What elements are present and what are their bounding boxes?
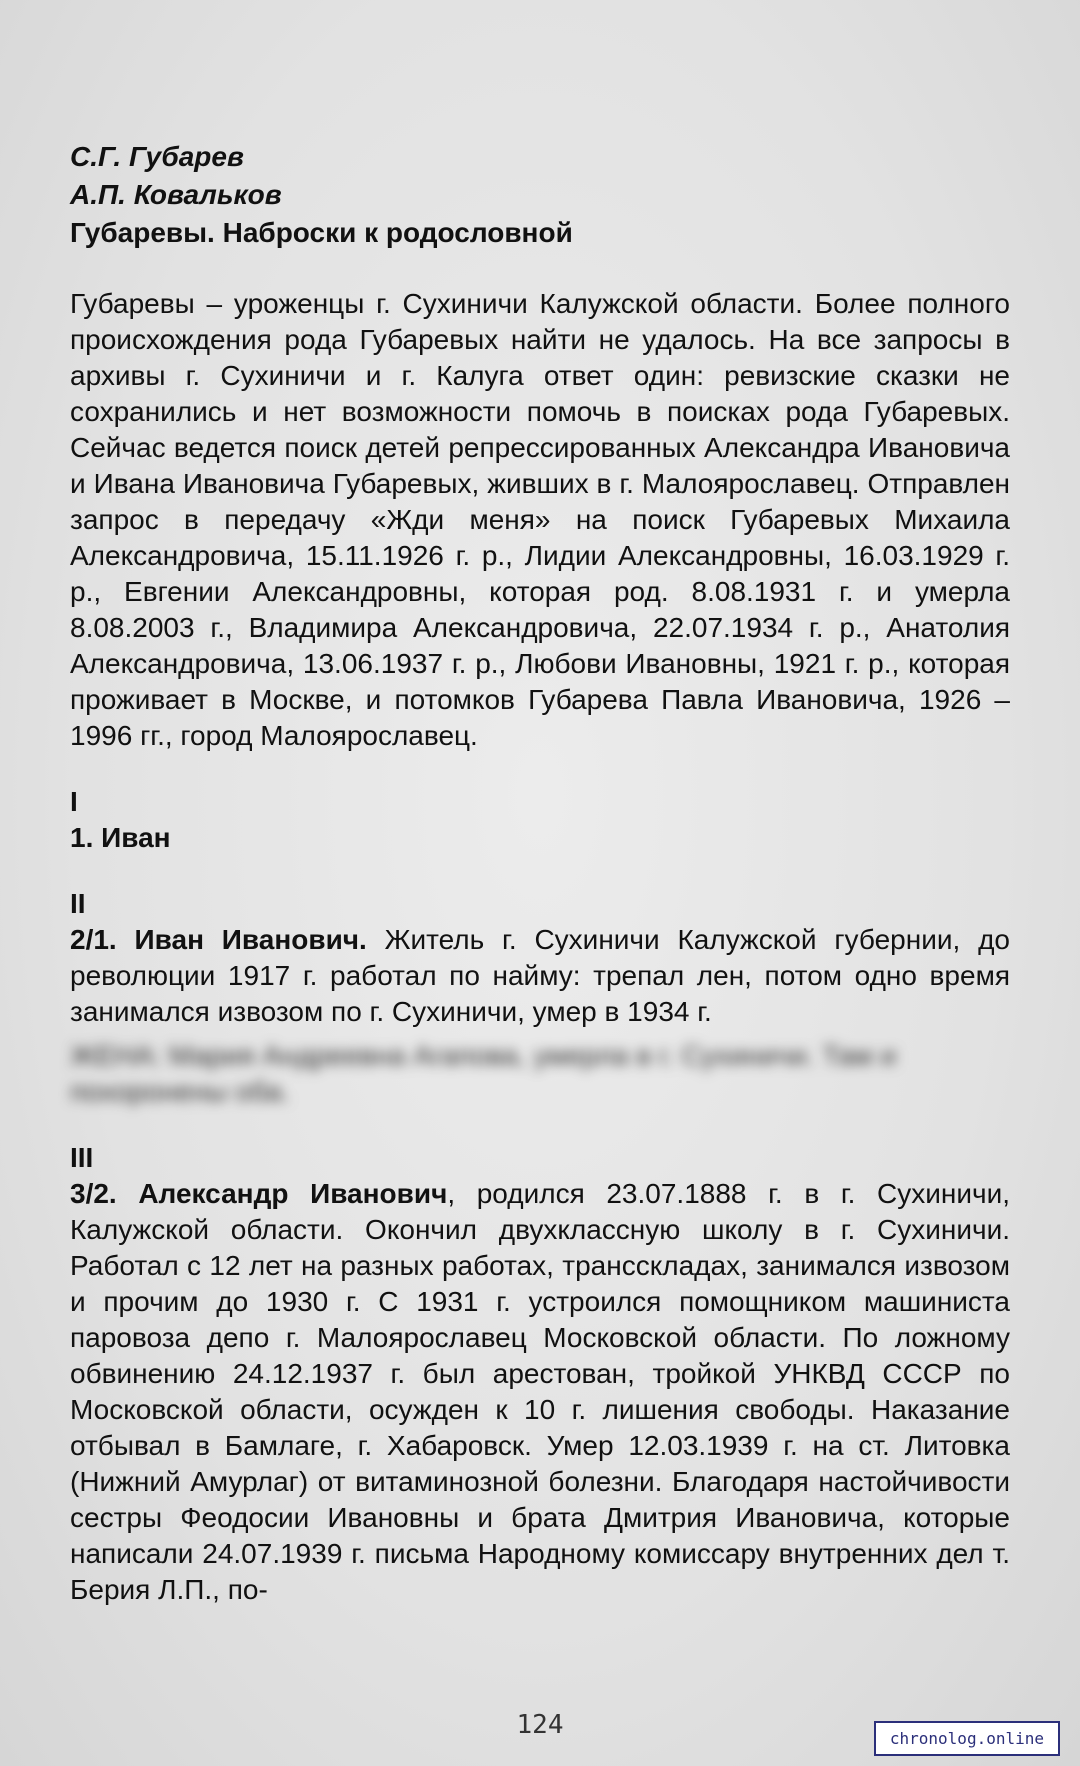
redacted-text-block: ЖЕНА: Мария Андреевна Агапова, умерла в г. Сухиничи. Там и похоронены оба. — [70, 1040, 897, 1107]
entry-text: Житель г. Сухиничи Калужской губернии, до революции 1917 г. работал по найму: трепал лен, потом одно время занимался извозом по г. Сухиничи, умер в 1934 г. — [70, 924, 1010, 1027]
page-number: 124 — [516, 1710, 564, 1740]
entry-paragraph — [70, 1176, 1010, 1608]
author-name: С.Г. Губарев — [70, 141, 244, 172]
watermark-label: chronolog.online — [874, 1721, 1060, 1756]
intro-paragraph: Губаревы – уроженцы г. Сухиничи Калужской области. Более полного происхождения рода Губаревых найти не удалось. На все запросы в архивы г. Сухиничи и г. Калуга ответ один: ревизские сказки не сохранились и нет возможности помочь в поисках рода Губаревых. Сейчас ведется поиск детей репрессированных Александра Ивановича и Ивана Ивановича Губаревых, живших в г. Малоярославец. Отправлен запрос в передачу «Жди меня» на поиск Губаревых Михаила Александровича, 15.11.1926 г. р., Лидии Александровны, 16.03.1929 г. р., Евгении Александровны, которая род. 8.08.1931 г. и умерла 8.08.2003 г., Владимира Александровича, 22.07.1934 г. р., Анатолия Александровича, 13.06.1937 г. р., Любови Ивановны, 1921 г. р., которая проживает в Москве, и потомков Губарева Павла Ивановича, 1926 – 1996 гг., город Малоярославец. — [70, 288, 1010, 751]
entry-heading: 2/1. Иван Иванович. — [70, 924, 367, 955]
entry-heading: 3/2. Александр Иванович — [70, 1178, 448, 1209]
article-title: Губаревы. Наброски к родословной — [70, 217, 573, 248]
generation-numeral: I — [70, 786, 78, 817]
entry-heading: 1. Иван — [70, 822, 171, 853]
generation-numeral: II — [70, 888, 86, 919]
author-name: А.П. Ковальков — [70, 179, 282, 210]
generation-numeral: III — [70, 1142, 94, 1173]
entry-paragraph — [70, 922, 1010, 1030]
article-content — [70, 138, 1010, 1608]
entry-text: , родился 23.07.1888 г. в г. Сухиничи, Калужской области. Окончил двухклассную школу в г. Сухиничи. Работал с 12 лет на разных работах, трансскладах, занимался извозом и прочим до 1930 г. С 1931 г. устроился помощником машиниста паровоза депо г. Малоярославец Московской области. По ложному обвинению 24.12.1937 г. был арестован, тройкой УНКВД СССР по Московской области, осужден к 10 г. лишения свободы. Наказание отбывал в Бамлаге, г. Хабаровск. Умер 12.03.1939 г. на ст. Литовка (Нижний Амурлаг) от витаминозной болезни. Благодаря настойчивости сестры Феодосии Ивановны и брата Дмитрия Ивановича, которые написали 24.07.1939 г. письма Народному комиссару внутренних дел т. Берия Л.П., по- — [70, 1178, 1010, 1605]
authors-block — [70, 138, 1010, 214]
